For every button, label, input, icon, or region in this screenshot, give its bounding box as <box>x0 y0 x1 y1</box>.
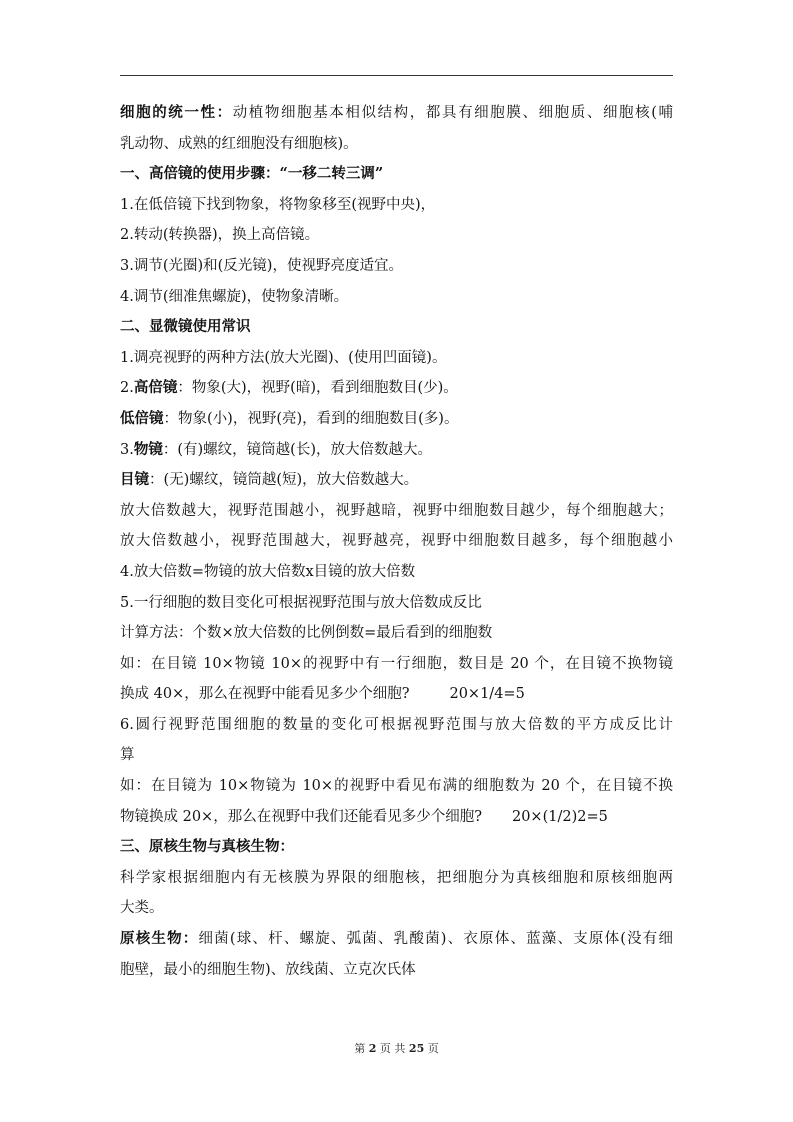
classification-line-2: 大类。 <box>120 900 164 917</box>
low-power-label: 低倍镜 <box>120 409 164 427</box>
prokaryote-line-1: 原核生物：细菌(球、杆、螺旋、弧菌、乳酸菌)、衣原体、蓝藻、支原体(没有细 <box>120 930 673 948</box>
section-heading-3: 三、原核生物与真核生物： <box>120 838 294 856</box>
step-1: 1.在低倍镜下找到物象，将物象移至(视野中央)， <box>120 196 436 213</box>
row-cell-rule: 5.一行细胞的数目变化可根据视野范围与放大倍数成反比 <box>120 594 482 611</box>
page-body <box>120 98 678 985</box>
high-power-lens: 2.高倍镜：物象(大)，视野(暗)，看到细胞数目(少)。 <box>120 379 458 397</box>
eyepiece-lens: 目镜：(无)螺纹，镜筒越(短)，放大倍数越大。 <box>120 471 419 489</box>
current-page-number: 2 <box>368 1042 377 1055</box>
example-1-line-1: 如：在目镜 10×物镜 10×的视野中有一行细胞，数目是 20 个，在目镜不换物镜 <box>120 655 673 672</box>
classification-line-1: 科学家根据细胞内有无核膜为界限的细胞核，把细胞分为真核细胞和原核细胞两 <box>120 869 673 886</box>
low-power-lens: 低倍镜：物象(小)，视野(亮)，看到的细胞数目(多)。 <box>120 409 459 427</box>
example-2-answer: 20×(1/2)2=5 <box>511 808 608 825</box>
magnification-formula: 4.放大倍数=物镜的放大倍数x目镜的放大倍数 <box>120 563 416 580</box>
section-heading-2: 二、显微镜使用常识 <box>120 318 251 336</box>
step-4: 4.调节(细准焦螺旋)，使物象清晰。 <box>120 288 349 305</box>
prokaryote-line-2: 胞壁，最小的细胞生物)、放线菌、立克次氏体 <box>120 961 416 978</box>
example-2-line-1: 如：在目镜为 10×物镜为 10×的视野中看见布满的细胞数为 20 个，在目镜不换 <box>120 778 673 795</box>
objective-label: 物镜 <box>133 440 163 458</box>
total-page-count: 25 <box>408 1042 425 1055</box>
step-3: 3.调节(光圈)和(反光镜)，使视野亮度适宜。 <box>120 257 403 274</box>
unity-paragraph-line-1: 细胞的统一性：动植物细胞基本相似结构，都具有细胞膜、细胞质、细胞核(哺 <box>120 104 673 121</box>
step-2: 2.转动(转换器)，换上高倍镜。 <box>120 227 320 244</box>
example-1-line-2: 换成 40×，那么在视野中能看见多少个细胞? 20×1/4=5 <box>120 686 525 703</box>
brighten-methods: 1.调亮视野的两种方法(放大光圈)、(使用凹面镜)。 <box>120 349 447 366</box>
example-1-answer: 20×1/4=5 <box>449 686 525 703</box>
example-2-line-2: 物镜换成 20×，那么在视野中我们还能看见多少个细胞? 20×(1/2)2=5 <box>120 808 608 825</box>
circle-rule-line-1: 6.圆行视野范围细胞的数量的变化可根据视野范围与放大倍数的平方成反比计 <box>120 716 673 733</box>
objective-lens: 3.物镜：(有)螺纹，镜筒越(长)，放大倍数越大。 <box>120 440 432 458</box>
prokaryote-label: 原核生物： <box>120 930 199 948</box>
eyepiece-label: 目镜 <box>120 471 149 489</box>
unity-label: 细胞的统一性： <box>120 104 233 121</box>
calculation-method: 计算方法：个数×放大倍数的比例倒数=最后看到的细胞数 <box>120 625 493 642</box>
page-footer: 第 2 页 共 25 页 <box>354 1042 439 1055</box>
compare-line-2: 放大倍数越小，视野范围越大，视野越亮，视野中细胞数目越多，每个细胞越小 <box>120 533 673 550</box>
high-power-label: 高倍镜 <box>133 379 178 397</box>
compare-line-1: 放大倍数越大，视野范围越小，视野越暗，视野中细胞数目越少，每个细胞越大； <box>120 502 673 519</box>
section-heading-1: 一、高倍镜的使用步骤：“一移二转三调” <box>120 165 384 183</box>
header-rule <box>120 75 673 76</box>
unity-paragraph-line-2: 乳动物、成熟的红细胞没有细胞核)。 <box>120 135 358 152</box>
circle-rule-line-2: 算 <box>120 747 135 764</box>
